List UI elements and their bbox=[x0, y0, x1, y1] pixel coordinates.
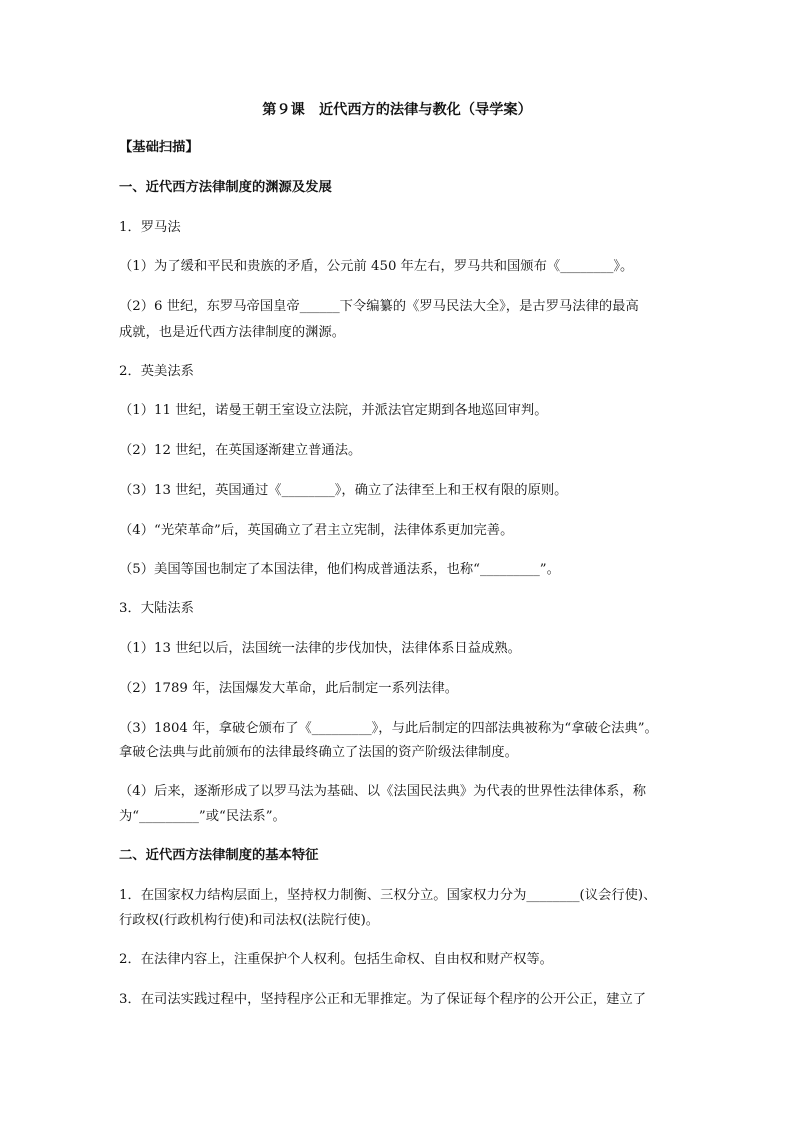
roman-law-item-2-line-1: （2）6 世纪，东罗马帝国皇帝______下令编纂的《罗马民法大全》，是古罗马法律的最高 bbox=[119, 299, 639, 314]
roman-law-item-1: （1）为了缓和平民和贵族的矛盾，公元前 450 年左右，罗马共和国颁布《________》。 bbox=[119, 259, 634, 274]
civil-law-item-3-line-1: （3）1804 年，拿破仑颁布了《_________》，与此后制定的四部法典被称为“拿破仑法典”。 bbox=[119, 721, 658, 736]
common-law-item-5: （5）美国等国也制定了本国法律，他们构成普通法系，也称“_________”。 bbox=[119, 562, 560, 577]
feature-item-1-line-1: 1．在国家权力结构层面上，坚持权力制衡、三权分立。国家权力分为________(议会行使)、 bbox=[119, 888, 657, 903]
part1-heading: 一、近代西方法律制度的渊源及发展 bbox=[119, 180, 332, 195]
civil-law-item-3-line-2: 拿破仑法典与此前颁布的法律最终确立了法国的资产阶级法律制度。 bbox=[119, 745, 518, 760]
feature-item-2: 2．在法律内容上，注重保护个人权利。包括生命权、自由权和财产权等。 bbox=[119, 952, 553, 967]
feature-item-1-line-2: 行政权(行政机构行使)和司法权(法院行使)。 bbox=[119, 913, 380, 928]
roman-law-label: 1．罗马法 bbox=[119, 220, 181, 235]
part2-heading: 二、近代西方法律制度的基本特征 bbox=[119, 848, 319, 863]
roman-law-item-2-line-2: 成就，也是近代西方法律制度的渊源。 bbox=[119, 325, 346, 340]
common-law-item-2: （2）12 世纪，在英国逐渐建立普通法。 bbox=[119, 443, 362, 458]
civil-law-item-4-line-1: （4）后来，逐渐形成了以罗马法为基础、以《法国民法典》为代表的世界性法律体系，称 bbox=[119, 784, 647, 799]
common-law-item-4: （4）“光荣革命”后，英国确立了君主立宪制，法律体系更加完善。 bbox=[119, 523, 514, 538]
civil-law-item-4-line-2: 为“_________”或“民法系”。 bbox=[119, 809, 286, 824]
feature-item-3: 3．在司法实践过程中，坚持程序公正和无罪推定。为了保证每个程序的公开公正，建立了 bbox=[119, 992, 647, 1007]
section-label: 【基础扫描】 bbox=[119, 140, 199, 155]
common-law-item-3: （3）13 世纪，英国通过《________》，确立了法律至上和王权有限的原则。 bbox=[119, 483, 568, 498]
civil-law-label: 3．大陆法系 bbox=[119, 601, 194, 616]
common-law-label: 2．英美法系 bbox=[119, 364, 194, 379]
page-title: 第９课 近代西方的法律与教化（导学案） bbox=[262, 102, 532, 118]
common-law-item-1: （1）11 世纪，诺曼王朝王室设立法院，并派法官定期到各地巡回审判。 bbox=[119, 403, 548, 418]
civil-law-item-1: （1）13 世纪以后，法国统一法律的步伐加快，法律体系日益成熟。 bbox=[119, 641, 521, 656]
civil-law-item-2: （2）1789 年，法国爆发大革命，此后制定一系列法律。 bbox=[119, 681, 459, 696]
